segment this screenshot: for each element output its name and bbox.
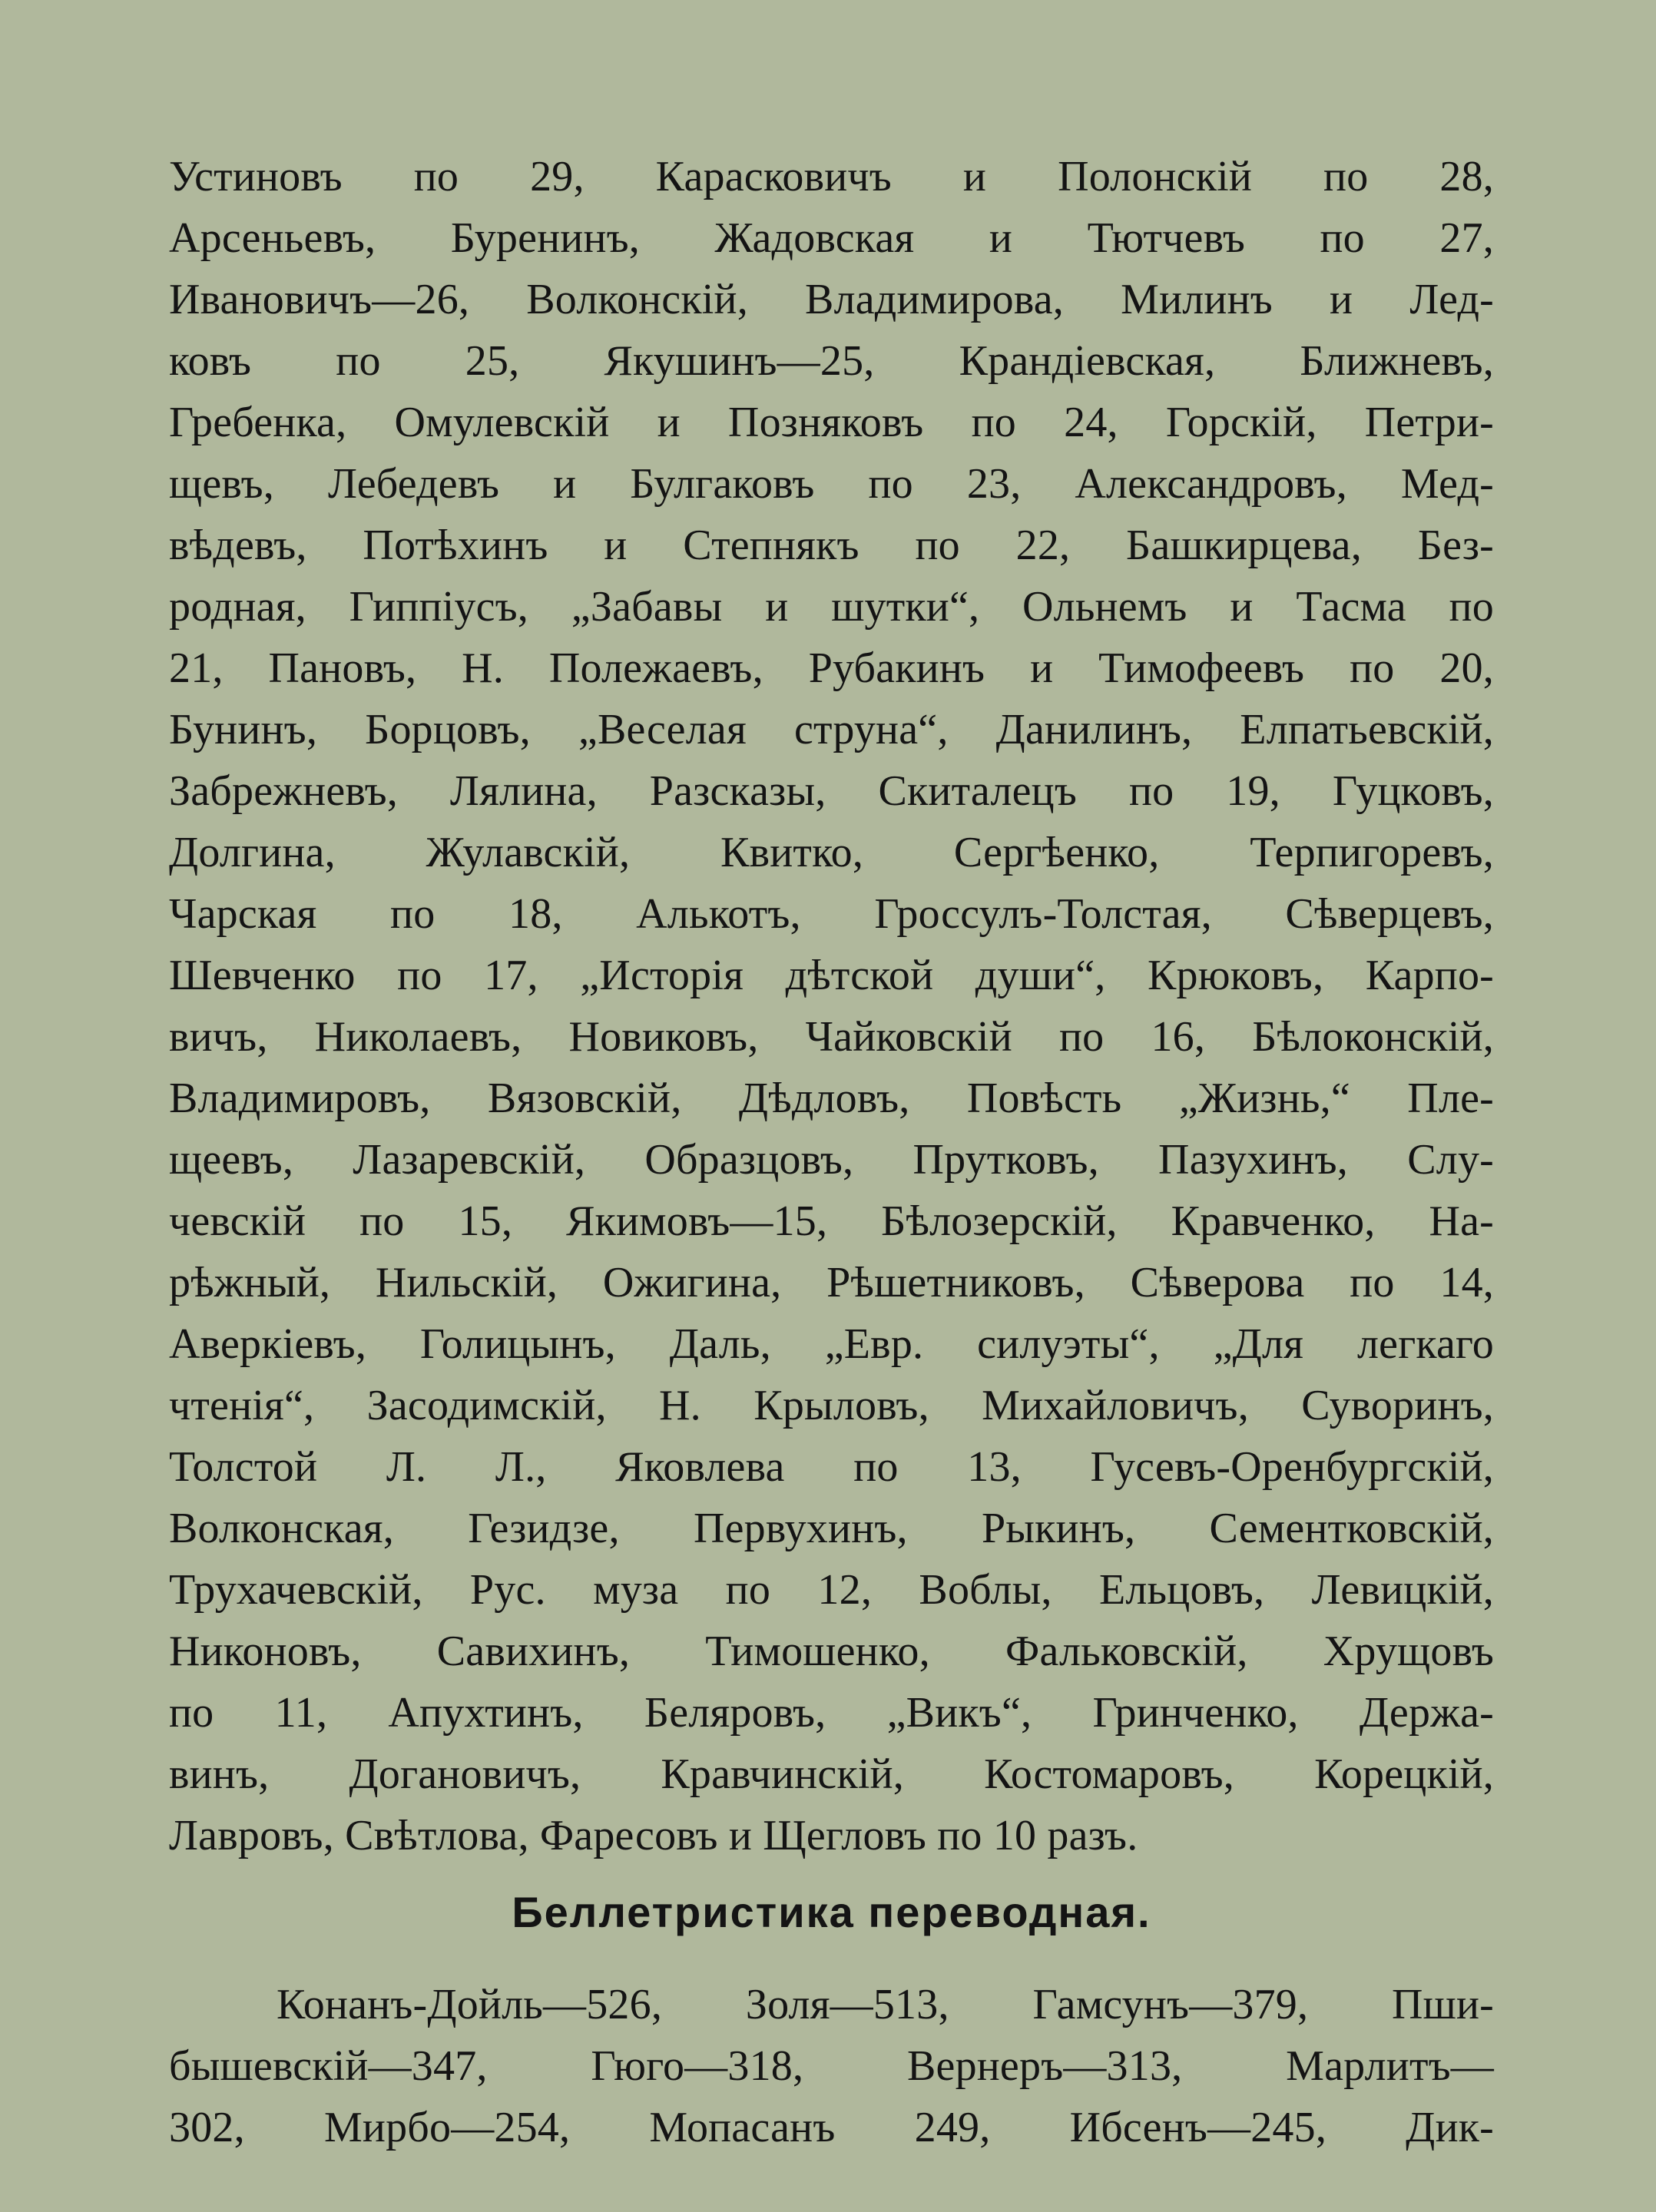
text-line: 21, Пановъ, Н. Полежаевъ, Рубакинъ и Тимофеевъ по 20, [169,644,1494,692]
text-line: Ивановичъ—26, Волконскій, Владимирова, Милинъ и Лед- [169,276,1494,323]
text-line: Лавровъ, Свѣтлова, Фаресовъ и Щегловъ по 10 разъ. [169,1812,1138,1859]
text-line: Арсеньевъ, Буренинъ, Жадовская и Тютчевъ по 27, [169,214,1494,262]
text-line: Устиновъ по 29, Карасковичъ и Полонскій по 28, [169,153,1494,200]
text-line: рѣжный, Нильскій, Ожигина, Рѣшетниковъ, Сѣверова по 14, [169,1259,1494,1306]
text-line: Никоновъ, Савихинъ, Тимошенко, Фальковскій, Хрущовъ [169,1628,1494,1675]
text-line: Гребенка, Омулевскій и Позняковъ по 24, Горскій, Петри- [169,399,1494,446]
text-line: по 11, Апухтинъ, Беляровъ, „Викъ“, Гринченко, Держа- [169,1689,1494,1737]
text-line: винъ, Догановичъ, Кравчинскій, Костомаровъ, Корецкій, [169,1750,1494,1798]
translated-authors-paragraph [169,1974,1494,2158]
text-line: чтенія“, Засодимскій, Н. Крыловъ, Михайловичъ, Суворинъ, [169,1382,1494,1429]
text-line: Толстой Л. Л., Яковлева по 13, Гусевъ-Оренбургскій, [169,1443,1494,1491]
text-line: щеевъ, Лазаревскій, Образцовъ, Прутковъ, Пазухинъ, Слу- [169,1136,1494,1184]
text-line: Аверкіевъ, Голицынъ, Даль, „Евр. силуэты“, „Для легкаго [169,1320,1494,1368]
text-line: Долгина, Жулавскій, Квитко, Сергѣенко, Терпигоревъ, [169,829,1494,876]
text-line: вичъ, Николаевъ, Новиковъ, Чайковскій по 16, Бѣлоконскій, [169,1013,1494,1061]
text-line: вѣдевъ, Потѣхинъ и Степнякъ по 22, Башкирцева, Без- [169,522,1494,569]
text-line: чевскій по 15, Якимовъ—15, Бѣлозерскій, Кравченко, На- [169,1197,1494,1245]
text-line: родная, Гиппіусъ, „Забавы и шутки“, Ольнемъ и Тасма по [169,583,1494,631]
text-line: Шевченко по 17, „Исторія дѣтской души“, Крюковъ, Карпо- [169,952,1494,999]
authors-paragraph [169,146,1494,1866]
text-line: Забрежневъ, Лялина, Разсказы, Скиталецъ по 19, Гуцковъ, [169,767,1494,815]
text-line: ковъ по 25, Якушинъ—25, Крандіевская, Ближневъ, [169,337,1494,385]
text-line: Волконская, Гезидзе, Первухинъ, Рыкинъ, Сементковскій, [169,1505,1494,1552]
text-line: Владимировъ, Вязовскій, Дѣдловъ, Повѣсть „Жизнь,“ Пле- [169,1075,1494,1122]
text-line: Чарская по 18, Алькотъ, Гроссулъ-Толстая, Сѣверцевъ, [169,890,1494,938]
text-line: щевъ, Лебедевъ и Булгаковъ по 23, Александровъ, Мед- [169,460,1494,508]
book-page [169,146,1494,2158]
text-line: Трухачевскій, Рус. муза по 12, Воблы, Ельцовъ, Левицкій, [169,1566,1494,1614]
section-heading: Беллетристика переводная. [512,1888,1151,1936]
text-line: 302, Мирбо—254, Мопасанъ 249, Ибсенъ—245, Дик- [169,2104,1494,2151]
text-line: бышевскій—347, Гюго—318, Вернеръ—313, Марлитъ— [169,2042,1494,2090]
text-line: Бунинъ, Борцовъ, „Веселая струна“, Данилинъ, Елпатьевскій, [169,706,1494,753]
text-line: Конанъ-Дойль—526, Золя—513, Гамсунъ—379, Пши- [277,1981,1494,2028]
